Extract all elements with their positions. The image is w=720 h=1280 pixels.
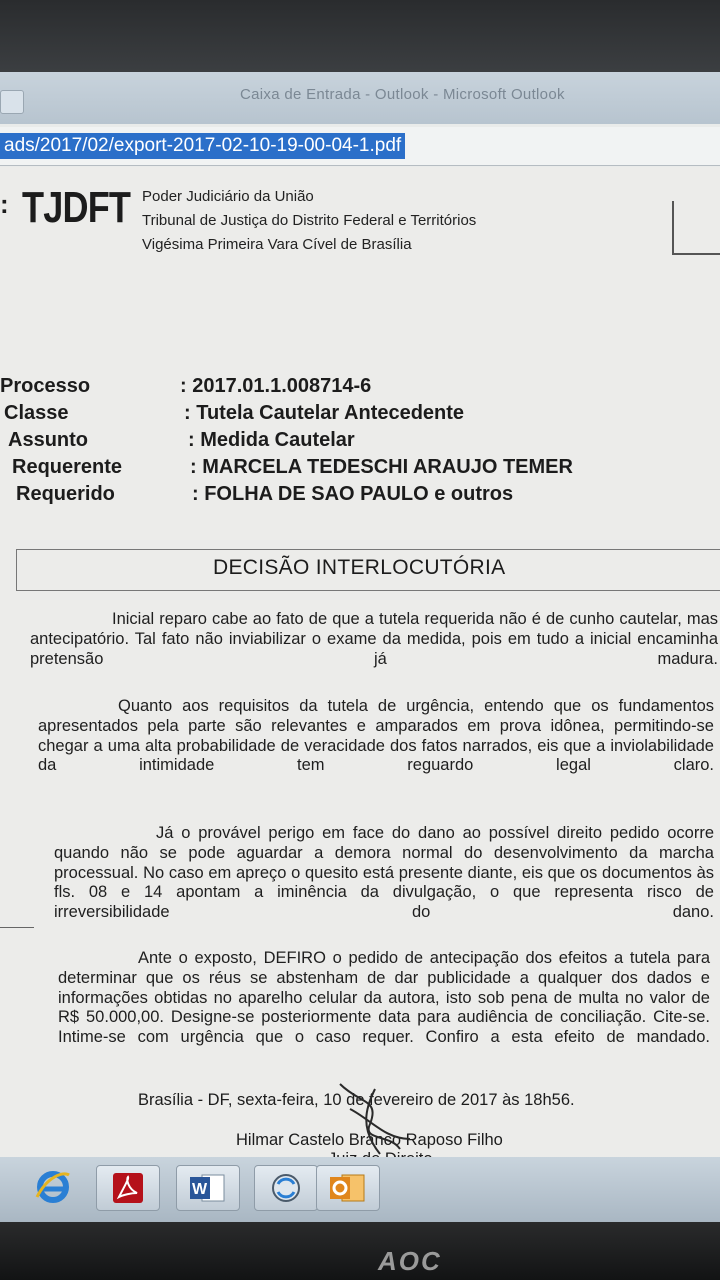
monitor-bezel-top <box>0 0 720 75</box>
word-icon[interactable] <box>176 1165 240 1211</box>
address-bar[interactable] <box>0 127 720 166</box>
defendant-label: Requerido <box>16 483 115 505</box>
court-header <box>142 185 476 257</box>
window-title: Caixa de Entrada - Outlook - Microsoft Outlook <box>240 86 565 103</box>
defendant-value: : FOLHA DE SAO PAULO e outros <box>192 483 514 505</box>
screen <box>0 72 720 1222</box>
window-menu-button[interactable] <box>0 90 24 114</box>
class-label: Classe <box>4 402 69 424</box>
svg-text:W: W <box>192 1181 208 1198</box>
handwritten-signature <box>330 1079 420 1159</box>
court-line-3: Vigésima Primeira Vara Cível de Brasília <box>142 236 412 253</box>
adobe-reader-icon[interactable] <box>96 1165 160 1211</box>
sync-icon[interactable] <box>254 1165 318 1211</box>
court-line-2: Tribunal de Justiça do Distrito Federal e Territórios <box>142 212 477 229</box>
tjdft-logo: TJDFT <box>22 183 131 232</box>
pdf-page <box>0 167 720 1157</box>
internet-explorer-icon[interactable] <box>22 1165 84 1209</box>
monitor-bezel-bottom <box>0 1222 720 1280</box>
plaintiff-label: Requerente <box>12 456 123 478</box>
window-titlebar <box>0 72 720 124</box>
process-label: Processo <box>0 375 91 397</box>
process-value: : 2017.01.1.008714-6 <box>180 375 372 397</box>
judge-name: Hilmar Castelo Branco Raposo Filho <box>236 1131 503 1149</box>
subject-label: Assunto <box>8 429 88 451</box>
monitor-brand-logo: AOC <box>378 1246 442 1276</box>
url-text[interactable]: ads/2017/02/export-2017-02-10-19-00-04-1.pdf <box>0 133 405 159</box>
taskbar <box>0 1157 720 1222</box>
subject-value: : Medida Cautelar <box>188 429 355 451</box>
corner-mark <box>672 201 720 255</box>
court-line-1: Poder Judiciário da União <box>142 188 314 205</box>
paragraph-2: Quanto aos requisitos da tutela de urgência, entendo que os fundamentos apresentados pela parte são relevantes e amparados em prova idônea, permitindo-se chegar a uma alta probabilidade de veracidade dos fatos narrados, eis que a inviolabilidade da intimidade tem reguardo legal claro. <box>38 697 714 775</box>
place-date: Brasília - DF, sexta-feira, 10 de fevereiro de 2017 às 18h56. <box>138 1091 575 1109</box>
outlook-icon[interactable] <box>316 1165 380 1211</box>
paragraph-4: Ante o exposto, DEFIRO o pedido de antecipação dos efeitos a tutela para determinar que os réus se abstenham de dar publicidade a qualquer dos dados e informações obtidas no aparelho celular da autora, isto sob pena de multa no valor de R$ 50.000,00. Designe-se posteriormente data para audiência de conciliação. Cite-se. Intime-se com urgência que o caso requer. Confiro a esta efeito de mandado. <box>58 949 710 1047</box>
decision-title: DECISÃO INTERLOCUTÓRIA <box>213 556 506 579</box>
paragraph-1: Inicial reparo cabe ao fato de que a tutela requerida não é de cunho cautelar, mas antecipatório. Tal fato não inviabilizar o exame da medida, pois em tudo a inicial encaminha pretensão já madura. <box>30 610 718 668</box>
logo-mark: : <box>0 189 9 219</box>
decision-title-box <box>16 549 720 591</box>
class-value: : Tutela Cautelar Antecedente <box>184 402 465 424</box>
margin-rule <box>0 927 34 928</box>
plaintiff-value: : MARCELA TEDESCHI ARAUJO TEMER <box>190 456 573 478</box>
paragraph-3: Já o provável perigo em face do dano ao possível direito pedido ocorre quando não se pode aguardar a demora normal do desenvolvimento da marcha processual. No caso em apreço o quesito está presente diante, eis que os documentos às fls. 08 e 14 apontam a iminência da divulgação, o que representa risco de irreversibilidade do dano. <box>54 824 714 922</box>
